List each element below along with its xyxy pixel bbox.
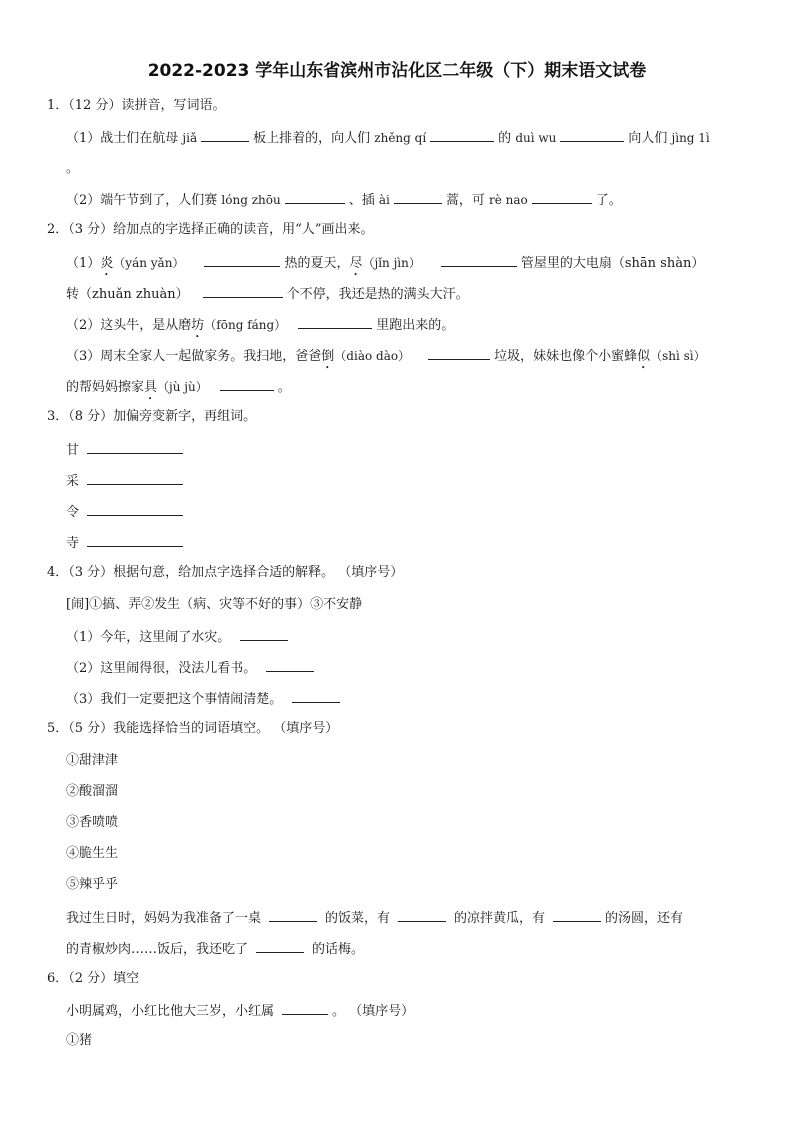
answer-blank[interactable]: [560, 128, 624, 142]
q2-text: 热的夏天，: [284, 256, 350, 271]
answer-blank[interactable]: [269, 908, 317, 922]
q4-heading: 4．（3 分）根据句意，给加点字选择合适的解释。 （填序号）: [47, 565, 404, 580]
q3-char: 采: [66, 474, 80, 489]
pinyin: jìng 1ì: [671, 131, 710, 145]
q5-text: 的饭菜，有: [325, 911, 391, 926]
q5-text: 的青椒炒肉……饭后，我还吃了: [66, 942, 249, 957]
page-title: 2022-2023 学年山东省滨州市沾化区二年级（下）期末语文试卷: [147, 61, 647, 81]
pinyin: jiǎ: [182, 131, 198, 145]
q2-text: 里跑出来的。: [376, 318, 455, 333]
dotted-char: 坊: [191, 318, 205, 333]
q2-text: （2）这头牛，是从磨: [66, 318, 192, 333]
q5-paragraph-2: [66, 939, 364, 959]
pinyin: zhěng qí: [374, 131, 427, 145]
dotted-char: 似: [637, 349, 651, 364]
q4-item-1: [66, 627, 292, 647]
q5-option: ①甜津津: [66, 753, 119, 768]
answer-blank[interactable]: [220, 377, 274, 391]
q1-text: 了。: [595, 193, 622, 208]
q1-heading: 1．（12 分）读拼音，写词语。: [47, 98, 226, 113]
q5-paragraph-1: [66, 908, 683, 928]
answer-blank[interactable]: [266, 658, 314, 672]
q5-text: 的凉拌黄瓜，有: [454, 911, 546, 926]
q1-text: 、插: [348, 193, 379, 208]
pinyin: rè nao: [488, 193, 528, 207]
q1-text: 向人们: [628, 131, 672, 146]
pinyin-options: （yán yǎn）: [113, 256, 185, 270]
q6-item: [66, 1001, 414, 1021]
q6-text: 小明属鸡，小红比他大三岁，小红属: [66, 1004, 275, 1019]
answer-blank[interactable]: [430, 128, 494, 142]
q2-text: 转（zhuǎn zhuàn）: [66, 287, 189, 302]
pinyin-options: （jù jù）: [157, 380, 208, 394]
q5-text: 的汤圆，还有: [605, 911, 684, 926]
q1-item-1: [66, 128, 710, 148]
q5-text: 的话梅。: [312, 942, 365, 957]
answer-blank[interactable]: [398, 908, 446, 922]
answer-blank[interactable]: [87, 533, 183, 547]
dotted-char: 炎: [100, 256, 114, 271]
dotted-char: 具: [144, 380, 158, 395]
q5-heading: 5．（5 分）我能选择恰当的词语填空。 （填序号）: [47, 721, 339, 736]
q6-heading: 6．（2 分）填空: [47, 971, 140, 986]
pinyin-options: （fōng fáng）: [204, 318, 287, 332]
pinyin: duì wu: [515, 131, 557, 145]
answer-blank[interactable]: [441, 253, 517, 267]
answer-blank[interactable]: [203, 284, 283, 298]
dotted-char: 倒: [321, 349, 335, 364]
pinyin: lóng zhōu: [221, 193, 281, 207]
q4-text: （3）我们一定要把这个事情闹清楚。: [66, 692, 283, 707]
q5-option: ③香喷喷: [66, 815, 119, 830]
q1-text: （1）战士们在航母: [66, 131, 183, 146]
answer-blank[interactable]: [240, 627, 288, 641]
q1-text: 蒿，可: [445, 193, 489, 208]
q3-char: 令: [66, 505, 80, 520]
answer-blank[interactable]: [532, 190, 592, 204]
q3-heading: 3．（8 分）加偏旁变新字，再组词。: [47, 409, 257, 424]
q1-item-1-end: 。: [66, 161, 80, 176]
q2-item-2: [66, 315, 454, 341]
q1-text: （2）端午节到了，人们赛: [66, 193, 222, 208]
q3-row: [66, 533, 187, 553]
answer-blank[interactable]: [256, 939, 304, 953]
answer-blank[interactable]: [87, 440, 183, 454]
answer-blank[interactable]: [201, 128, 249, 142]
q6-option: ①猪: [66, 1033, 93, 1048]
q5-option: ④脆生生: [66, 846, 119, 861]
answer-blank[interactable]: [282, 1001, 328, 1015]
q2-item-1: [66, 253, 704, 279]
q5-text: 我过生日时，妈妈为我准备了一桌: [66, 911, 262, 926]
q5-option: ②酸溜溜: [66, 784, 119, 799]
q2-item-3: [66, 346, 706, 372]
pinyin-options: （diào dào）: [334, 349, 411, 363]
q3-char: 寺: [66, 536, 80, 551]
q5-option: ⑤辣乎乎: [66, 877, 119, 892]
q3-char: 甘: [66, 443, 80, 458]
q4-item-3: [66, 689, 344, 709]
q2-text: 的帮妈妈擦家: [66, 380, 145, 395]
pinyin-options: （jǐn jìn）: [362, 256, 421, 270]
q4-text: （1）今年，这里闹了水灾。: [66, 630, 231, 645]
q2-text: （3）周末全家人一起做家务。我扫地，爸爸: [66, 349, 322, 364]
q2-text: （1）: [66, 256, 101, 271]
answer-blank[interactable]: [292, 689, 340, 703]
q3-row: [66, 471, 187, 491]
q2-text: 。: [277, 380, 291, 395]
q1-item-2: [66, 190, 622, 210]
answer-blank[interactable]: [204, 253, 280, 267]
pinyin-options: （shì sì）: [650, 349, 706, 363]
answer-blank[interactable]: [394, 190, 442, 204]
q4-item-2: [66, 658, 318, 678]
q3-row: [66, 440, 187, 460]
q2-text: 垃圾，妹妹也像个小蜜蜂: [494, 349, 638, 364]
dotted-char: 尽: [349, 256, 363, 271]
q2-text: 管屋里的大电扇（shān shàn）: [520, 256, 705, 271]
answer-blank[interactable]: [285, 190, 345, 204]
q1-text: 的: [498, 131, 516, 146]
q4-text: （2）这里闹得很，没法儿看书。: [66, 661, 257, 676]
q2-heading: 2．（3 分）给加点的字选择正确的读音，用“人”画出来。: [47, 222, 374, 237]
answer-blank[interactable]: [298, 315, 372, 329]
answer-blank[interactable]: [87, 502, 183, 516]
pinyin: ài: [378, 193, 390, 207]
q1-text: 板上排着的，向人们: [253, 131, 375, 146]
answer-blank[interactable]: [428, 346, 490, 360]
q3-row: [66, 502, 187, 522]
q4-definitions: [闹]①搞、弄②发生（病、灾等不好的事）③不安静: [66, 597, 363, 612]
answer-blank[interactable]: [87, 471, 183, 485]
q2-item-1-cont: [66, 284, 469, 304]
q2-text: 个不停，我还是热的满头大汗。: [286, 287, 469, 302]
q2-item-3-cont: [66, 377, 291, 403]
answer-blank[interactable]: [553, 908, 601, 922]
q6-text: 。 （填序号）: [332, 1004, 415, 1019]
